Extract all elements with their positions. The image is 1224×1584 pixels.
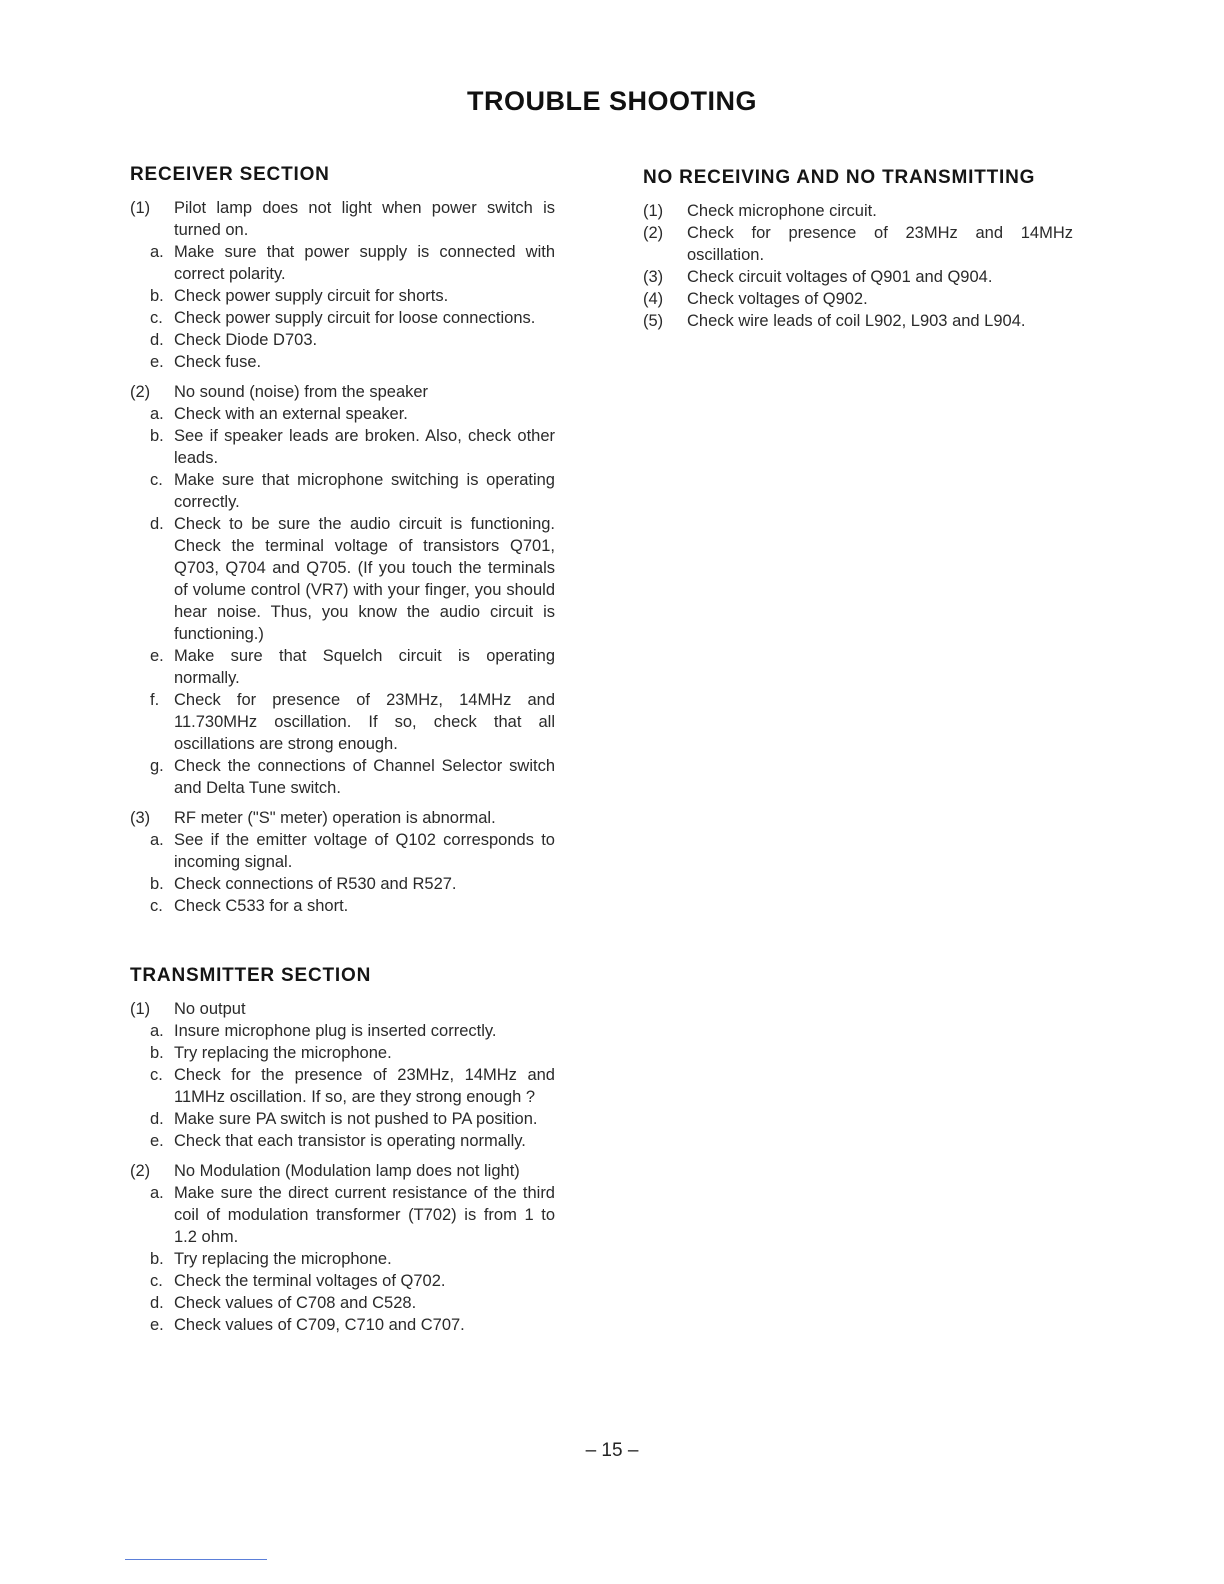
sub-item-text: Check for presence of 23MHz, 14MHz and 11.730MHz oscillation. If so, check that all oscillations are strong enough.	[174, 691, 555, 753]
sub-item	[130, 351, 555, 373]
item-text: Check circuit voltages of Q901 and Q904.	[687, 268, 993, 286]
sub-item	[130, 895, 555, 917]
sub-item-text: Check that each transistor is operating normally.	[174, 1132, 526, 1150]
item-text: No sound (noise) from the speaker	[174, 383, 429, 401]
sub-item-text: Check C533 for a short.	[174, 897, 349, 915]
sub-item-text: See if the emitter voltage of Q102 corresponds to incoming signal.	[174, 831, 555, 871]
sub-item	[130, 425, 555, 469]
sub-item	[130, 829, 555, 873]
sub-item-mark: c.	[150, 471, 163, 489]
sub-item-text: Try replacing the microphone.	[174, 1250, 392, 1268]
receiver-group-1	[130, 197, 555, 373]
sub-item-text: Check to be sure the audio circuit is functioning. Check the terminal voltage of transistors Q701, Q703, Q704 and Q705. (If you touch the terminals of volume control (VR7) with your finger, you should hear noise. Thus, you know the audio circuit is functioning.)	[174, 515, 555, 643]
sub-item-text: Check for the presence of 23MHz, 14MHz and 11MHz oscillation. If so, are they strong enough ?	[174, 1066, 555, 1106]
sub-item-mark: b.	[150, 1044, 164, 1062]
sub-item-mark: e.	[150, 647, 164, 665]
sub-item	[130, 1292, 555, 1314]
item-number: (5)	[643, 312, 664, 330]
sub-item	[130, 1248, 555, 1270]
no-rx-tx-section	[643, 166, 1073, 332]
sub-item-text: Check power supply circuit for loose connections.	[174, 309, 536, 327]
transmitter-group-1	[130, 998, 555, 1152]
sub-item-text: Make sure that microphone switching is operating correctly.	[174, 471, 555, 511]
numbered-item	[130, 381, 555, 403]
page-title: TROUBLE SHOOTING	[467, 86, 757, 116]
sub-item	[130, 1314, 555, 1336]
sub-item-mark: c.	[150, 897, 163, 915]
sub-item-text: See if speaker leads are broken. Also, check other leads.	[174, 427, 555, 467]
item-text: Check for presence of 23MHz and 14MHz oscillation.	[687, 224, 1073, 264]
sub-item-mark: a.	[150, 405, 164, 423]
sub-item	[130, 469, 555, 513]
item-number: (1)	[130, 1000, 151, 1018]
no-rx-tx-heading: NO RECEIVING AND NO TRANSMITTING	[643, 167, 1036, 188]
sub-item-mark: g.	[150, 757, 164, 775]
numbered-item	[643, 200, 1073, 222]
numbered-item	[130, 807, 555, 829]
sub-item-text: Check with an external speaker.	[174, 405, 408, 423]
item-text: Pilot lamp does not light when power switch is turned on.	[174, 199, 555, 239]
sub-item	[130, 329, 555, 351]
sub-item-mark: e.	[150, 353, 164, 371]
sub-item-mark: f.	[150, 691, 160, 709]
receiver-section-heading: RECEIVER SECTION	[130, 164, 330, 185]
footnote-rule	[125, 1559, 267, 1560]
sub-item-text: Check the terminal voltages of Q702.	[174, 1272, 446, 1290]
page-number: – 15 –	[585, 1440, 639, 1461]
item-text: Check microphone circuit.	[687, 202, 877, 220]
sub-item-mark: b.	[150, 1250, 164, 1268]
numbered-item	[643, 288, 1073, 310]
receiver-group-2	[130, 381, 555, 799]
sub-item	[130, 241, 555, 285]
sub-item-text: Check values of C708 and C528.	[174, 1294, 417, 1312]
item-text: Check wire leads of coil L902, L903 and L904.	[687, 312, 1026, 330]
numbered-item	[643, 222, 1073, 266]
transmitter-group-2	[130, 1160, 555, 1336]
item-text: Check voltages of Q902.	[687, 290, 868, 308]
item-number: (3)	[643, 268, 664, 286]
sub-item-mark: a.	[150, 1022, 164, 1040]
item-number: (2)	[130, 1162, 151, 1180]
sub-item	[130, 755, 555, 799]
sub-item-text: Check the connections of Channel Selector switch and Delta Tune switch.	[174, 757, 555, 797]
sub-item	[130, 1270, 555, 1292]
numbered-item	[130, 1160, 555, 1182]
transmitter-section	[130, 964, 555, 1344]
sub-item-mark: d.	[150, 1110, 164, 1128]
item-text: RF meter ("S" meter) operation is abnormal.	[174, 809, 496, 827]
sub-item-mark: a.	[150, 831, 164, 849]
sub-item-text: Check power supply circuit for shorts.	[174, 287, 449, 305]
sub-item	[130, 1020, 555, 1042]
sub-item-text: Check values of C709, C710 and C707.	[174, 1316, 465, 1334]
sub-item-text: Make sure that Squelch circuit is operating normally.	[174, 647, 555, 687]
item-number: (2)	[643, 224, 664, 242]
transmitter-section-heading: TRANSMITTER SECTION	[130, 965, 372, 986]
sub-item-text: Check Diode D703.	[174, 331, 318, 349]
sub-item	[130, 645, 555, 689]
sub-item	[130, 403, 555, 425]
sub-item	[130, 285, 555, 307]
sub-item	[130, 1130, 555, 1152]
sub-item-mark: d.	[150, 331, 164, 349]
sub-item-mark: c.	[150, 1066, 163, 1084]
sub-item-mark: a.	[150, 243, 164, 261]
sub-item-mark: c.	[150, 309, 163, 327]
sub-item-text: Make sure the direct current resistance of the third coil of modulation transformer (T702) is from 1 to 1.2 ohm.	[174, 1184, 555, 1246]
sub-item-mark: b.	[150, 427, 164, 445]
sub-item-mark: e.	[150, 1132, 164, 1150]
sub-item-mark: b.	[150, 875, 164, 893]
sub-item	[130, 513, 555, 645]
sub-item-text: Make sure PA switch is not pushed to PA position.	[174, 1110, 538, 1128]
receiver-group-3	[130, 807, 555, 917]
sub-item-mark: d.	[150, 1294, 164, 1312]
sub-item	[130, 1108, 555, 1130]
sub-item-mark: a.	[150, 1184, 164, 1202]
sub-item-mark: b.	[150, 287, 164, 305]
numbered-item	[130, 197, 555, 241]
numbered-item	[130, 998, 555, 1020]
sub-item-text: Check fuse.	[174, 353, 262, 371]
sub-item	[130, 1064, 555, 1108]
item-number: (4)	[643, 290, 664, 308]
numbered-item	[643, 266, 1073, 288]
sub-item-mark: d.	[150, 515, 164, 533]
item-number: (1)	[130, 199, 151, 217]
sub-item	[130, 1042, 555, 1064]
sub-item	[130, 1182, 555, 1248]
sub-item-mark: c.	[150, 1272, 163, 1290]
sub-item	[130, 307, 555, 329]
sub-item	[130, 689, 555, 755]
sub-item-mark: e.	[150, 1316, 164, 1334]
item-number: (2)	[130, 383, 151, 401]
sub-item-text: Try replacing the microphone.	[174, 1044, 392, 1062]
sub-item-text: Insure microphone plug is inserted correctly.	[174, 1022, 497, 1040]
numbered-item	[643, 310, 1073, 332]
item-text: No Modulation (Modulation lamp does not light)	[174, 1162, 520, 1180]
item-number: (1)	[643, 202, 664, 220]
receiver-section	[130, 163, 555, 925]
sub-item-text: Make sure that power supply is connected with correct polarity.	[174, 243, 555, 283]
sub-item-text: Check connections of R530 and R527.	[174, 875, 457, 893]
item-text: No output	[174, 1000, 246, 1018]
sub-item	[130, 873, 555, 895]
item-number: (3)	[130, 809, 151, 827]
